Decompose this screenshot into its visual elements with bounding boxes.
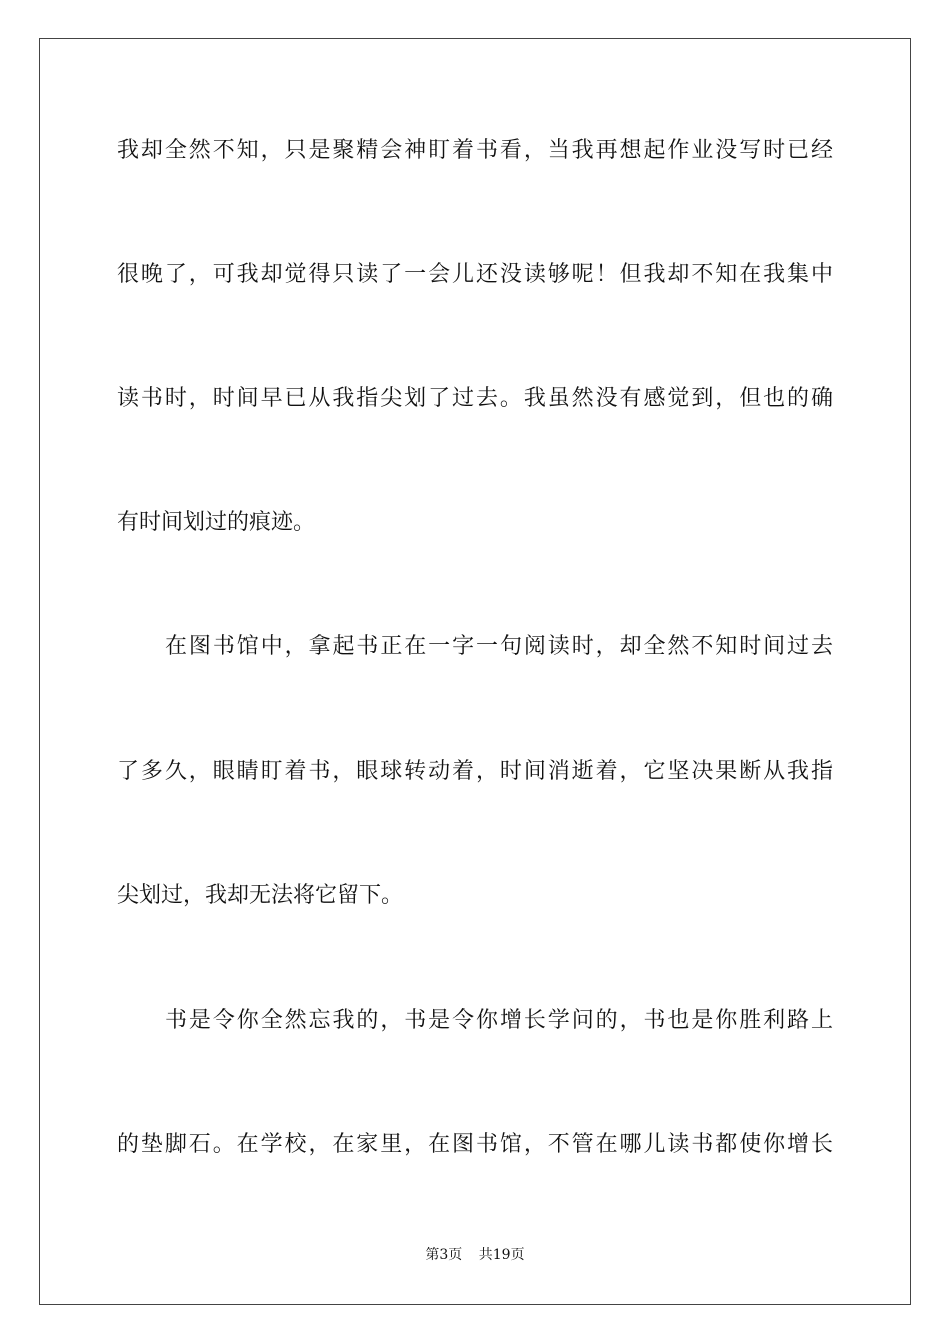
page-total: 共19页 [478,1247,525,1263]
page-footer [0,1246,950,1264]
paragraph-1-line-2: 很晚了，可我却觉得只读了一会儿还没读够呢！但我却不知在我集中 [117,262,833,287]
paragraph-3-line-2: 的垫脚石。在学校，在家里，在图书馆，不管在哪儿读书都使你增长 [117,1132,833,1157]
paragraph-1-line-1: 我却全然不知，只是聚精会神盯着书看，当我再想起作业没写时已经 [117,138,833,163]
paragraph-1-line-4: 有时间划过的痕迹。 [117,510,316,535]
page-number: 第3页 [425,1247,463,1263]
paragraph-1-line-3: 读书时，时间早已从我指尖划了过去。我虽然没有感觉到，但也的确 [117,386,833,411]
paragraph-2-line-1: 在图书馆中，拿起书正在一字一句阅读时，却全然不知时间过去 [165,634,833,659]
paragraph-2-line-3: 尖划过，我却无法将它留下。 [117,883,404,908]
page-border [39,38,911,1305]
paragraph-3-line-1: 书是令你全然忘我的，书是令你增长学问的，书也是你胜利路上 [165,1008,833,1033]
paragraph-2-line-2: 了多久，眼睛盯着书，眼球转动着，时间消逝着，它坚决果断从我指 [117,759,833,784]
